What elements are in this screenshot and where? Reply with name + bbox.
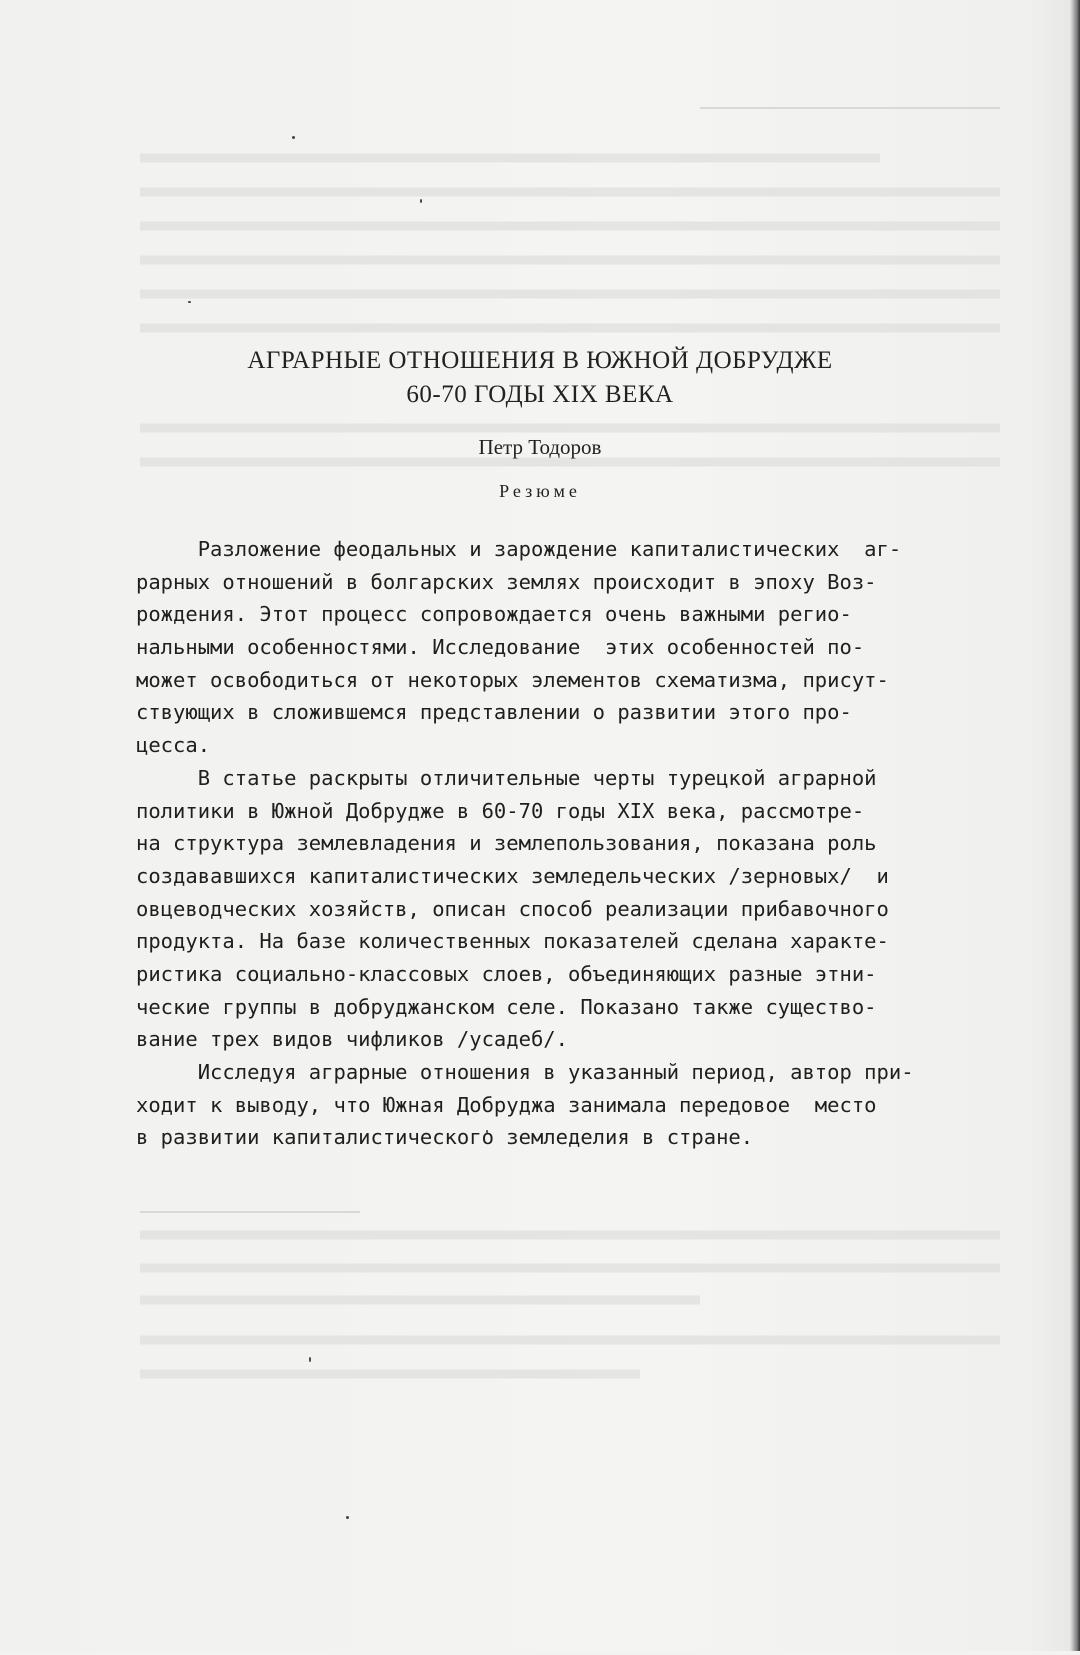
page-edge-shadow <box>1070 0 1080 1651</box>
body-line: продукта. На базе количественных показателей сделана характе- <box>136 929 889 954</box>
summary-heading: Резюме <box>499 481 581 501</box>
body-line: ходит к выводу, что Южная Добруджа занимала передовое место <box>136 1092 877 1117</box>
body-line: Разложение феодальных и зарождение капиталистических аг- <box>136 537 902 561</box>
body-line: создававшихся капиталистических земледельческих /зерновых/ и <box>136 863 889 888</box>
author-name: Петр Тодоров <box>478 435 602 459</box>
article-title-line-1: АГРАРНЫЕ ОТНОШЕНИЯ В ЮЖНОЙ ДОБРУДЖЕ <box>247 347 833 374</box>
speck <box>420 199 422 203</box>
body-line: рарных отношений в болгарских землях происходит в эпоху Воз- <box>136 569 877 594</box>
summary-body <box>136 533 1016 1154</box>
speck <box>309 1357 311 1362</box>
body-line: рождения. Этот процесс сопровождается очень важными регио- <box>136 602 852 627</box>
speck <box>292 136 295 139</box>
body-line: политики в Южной Добрудже в 60-70 годы XIX века, рассмотре- <box>136 798 865 823</box>
body-line: может освободиться от некоторых элементов схематизма, присут- <box>136 667 889 692</box>
body-line: вание трех видов чифликов /усадеб/. <box>136 1027 568 1052</box>
body-line: овцеводческих хозяйств, описан способ реализации прибавочного <box>136 896 889 921</box>
speck <box>188 301 191 303</box>
body-line: Исследуя аграрные отношения в указанный период, автор при- <box>136 1060 914 1084</box>
body-line: на структура землевладения и землепользования, показана роль <box>136 831 877 856</box>
body-line: ствующих в сложившемся представлении о развитии этого про- <box>136 700 852 725</box>
article-title-line-2: 60-70 ГОДЫ XIX ВЕКА <box>406 381 674 408</box>
body-line: нальными особенностями. Исследование этих особенностей по- <box>136 635 865 660</box>
body-line: ристика социально-классовых слоев, объединяющих разные этни- <box>136 961 877 986</box>
body-line: В статье раскрыты отличительные черты турецкой аграрной <box>136 765 877 790</box>
body-line: в развитии капиталистического земледелия в стране. <box>136 1125 754 1150</box>
body-line: цесса. <box>136 733 211 758</box>
speck <box>346 1516 349 1519</box>
body-line: ческие группы в добруджанском селе. Показано также существо- <box>136 994 877 1019</box>
